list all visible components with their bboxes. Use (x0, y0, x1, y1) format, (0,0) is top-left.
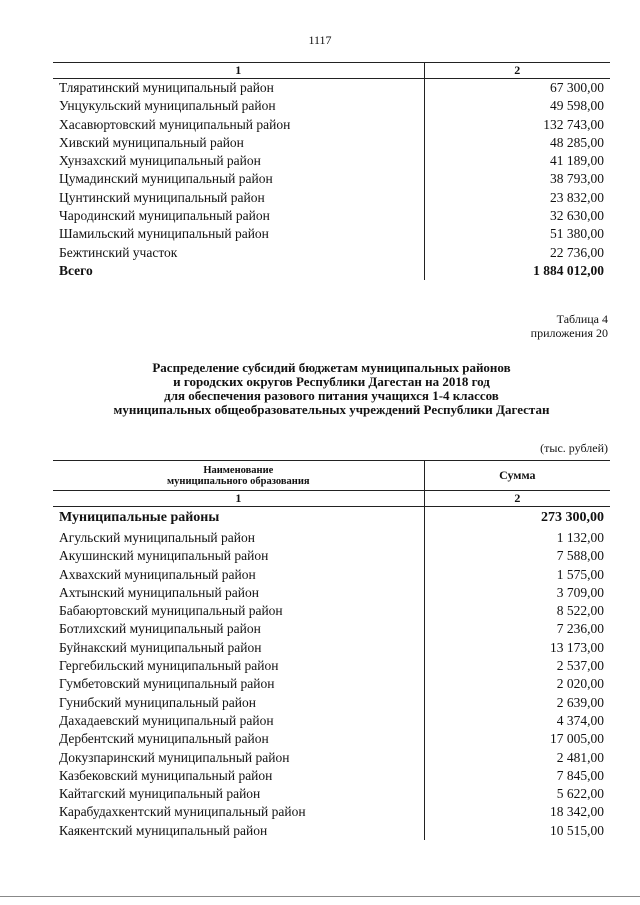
table-row (53, 803, 610, 821)
municipality-name: Гергебильский муниципальный район (53, 657, 424, 675)
units-label: (тыс. рублей) (540, 441, 608, 455)
table-row (53, 584, 610, 602)
municipality-name: Цунтинский муниципальный район (53, 189, 424, 207)
table-row (53, 730, 610, 748)
table-row (53, 602, 610, 620)
column-number-row (53, 491, 610, 507)
subsidy-amount: 41 189,00 (550, 153, 604, 169)
subsidy-amount: 10 515,00 (550, 822, 604, 838)
appendix-reference: приложения 20 (530, 326, 608, 340)
municipality-name: Гумбетовский муниципальный район (53, 675, 424, 693)
group-name: Муниципальные районы (53, 507, 424, 530)
title-line-1: Распределение субсидий бюджетам муниципальных районов (152, 360, 511, 375)
table-row (53, 620, 610, 638)
column-number-2: 2 (424, 63, 610, 79)
header-municipality-line-1: Наименование (203, 464, 274, 476)
table-row (53, 785, 610, 803)
subsidy-amount: 7 588,00 (556, 548, 604, 564)
table-row (53, 566, 610, 584)
municipality-name: Казбековский муниципальный район (53, 767, 424, 785)
municipality-name: Ботлихский муниципальный район (53, 620, 424, 638)
table-row (53, 639, 610, 657)
table-row (53, 694, 610, 712)
municipality-name: Тляратинский муниципальный район (53, 79, 424, 98)
table-row (53, 116, 610, 134)
subsidy-amount: 7 236,00 (556, 621, 604, 637)
municipality-name: Карабудахкентский муниципальный район (53, 803, 424, 821)
subsidy-amount: 4 374,00 (556, 712, 604, 728)
municipality-name: Агульский муниципальный район (53, 529, 424, 547)
subsidy-amount: 2 020,00 (556, 676, 604, 692)
table-caption (531, 312, 608, 340)
table-row (53, 767, 610, 785)
total-row (53, 262, 610, 280)
subsidy-amount: 13 173,00 (550, 639, 604, 655)
subsidy-amount: 51 380,00 (550, 226, 604, 242)
subsidy-amount: 5 622,00 (556, 786, 604, 802)
subsidy-amount: 23 832,00 (550, 189, 604, 205)
municipality-name: Унцукульский муниципальный район (53, 97, 424, 115)
header-sum: Сумма (424, 461, 610, 491)
municipality-name: Бежтинский участок (53, 244, 424, 262)
group-value: 273 300,00 (541, 509, 604, 525)
column-number-1: 1 (53, 491, 424, 507)
table-row (53, 749, 610, 767)
table-row (53, 225, 610, 243)
table-row (53, 134, 610, 152)
subsidy-amount: 18 342,00 (550, 804, 604, 820)
municipality-name: Буйнакский муниципальный район (53, 639, 424, 657)
subsidy-amount: 3 709,00 (556, 584, 604, 600)
subsidy-amount: 22 736,00 (550, 244, 604, 260)
municipality-name: Хивский муниципальный район (53, 134, 424, 152)
title-line-4: муниципальных общеобразовательных учреждений Республики Дагестан (113, 402, 550, 417)
table-row (53, 712, 610, 730)
municipality-name: Дербентский муниципальный район (53, 730, 424, 748)
table-row (53, 189, 610, 207)
municipality-name: Гунибский муниципальный район (53, 694, 424, 712)
subsidy-amount: 1 575,00 (556, 566, 604, 582)
subsidy-amount: 132 743,00 (543, 116, 604, 132)
group-row (53, 507, 610, 530)
municipality-name: Шамильский муниципальный район (53, 225, 424, 243)
table-row (53, 207, 610, 225)
subsidy-distribution-table (53, 460, 610, 840)
municipality-name: Ахвахский муниципальный район (53, 566, 424, 584)
column-number-1: 1 (53, 63, 424, 79)
header-municipality (53, 461, 424, 491)
column-number-row (53, 63, 610, 79)
municipality-name: Чародинский муниципальный район (53, 207, 424, 225)
subsidy-amount: 67 300,00 (550, 80, 604, 95)
table-row (53, 97, 610, 115)
municipality-name: Каякентский муниципальный район (53, 822, 424, 840)
table-row (53, 529, 610, 547)
subsidy-amount: 32 630,00 (550, 208, 604, 224)
table-row (53, 244, 610, 262)
column-number-2: 2 (424, 491, 610, 507)
title-line-2: и городских округов Республики Дагестан на 2018 год (173, 374, 490, 389)
subsidy-amount: 8 522,00 (556, 603, 604, 619)
subsidy-amount: 1 132,00 (556, 530, 604, 545)
subsidy-amount: 2 639,00 (556, 694, 604, 710)
subsidy-amount: 49 598,00 (550, 98, 604, 114)
subsidy-amount: 17 005,00 (550, 731, 604, 747)
table-row (53, 657, 610, 675)
table-row (53, 79, 610, 98)
subsidy-amount: 2 481,00 (556, 749, 604, 765)
municipality-name: Ахтынский муниципальный район (53, 584, 424, 602)
table-number: Таблица 4 (556, 312, 608, 326)
municipality-name: Хунзахский муниципальный район (53, 152, 424, 170)
total-label: Всего (53, 262, 424, 280)
table-row (53, 152, 610, 170)
table-row (53, 822, 610, 840)
table-row (53, 547, 610, 565)
municipality-name: Кайтагский муниципальный район (53, 785, 424, 803)
header-municipality-line-2: муниципального образования (167, 475, 310, 487)
document-title (53, 361, 610, 417)
table-row (53, 675, 610, 693)
total-value: 1 884 012,00 (533, 262, 604, 278)
page-number: 1117 (308, 33, 332, 47)
subsidy-amount: 48 285,00 (550, 134, 604, 150)
municipality-name: Цумадинский муниципальный район (53, 170, 424, 188)
municipality-name: Бабаюртовский муниципальный район (53, 602, 424, 620)
title-line-3: для обеспечения разового питания учащихся 1-4 классов (164, 388, 499, 403)
municipality-name: Акушинский муниципальный район (53, 547, 424, 565)
subsidy-amount: 2 537,00 (556, 658, 604, 674)
subsidy-table-continuation (53, 62, 610, 280)
municipality-name: Дахадаевский муниципальный район (53, 712, 424, 730)
municipality-name: Докузпаринский муниципальный район (53, 749, 424, 767)
municipality-name: Хасавюртовский муниципальный район (53, 116, 424, 134)
page-bottom-border (0, 896, 640, 897)
table-header-row (53, 461, 610, 491)
subsidy-amount: 7 845,00 (556, 767, 604, 783)
subsidy-amount: 38 793,00 (550, 171, 604, 187)
table-row (53, 170, 610, 188)
